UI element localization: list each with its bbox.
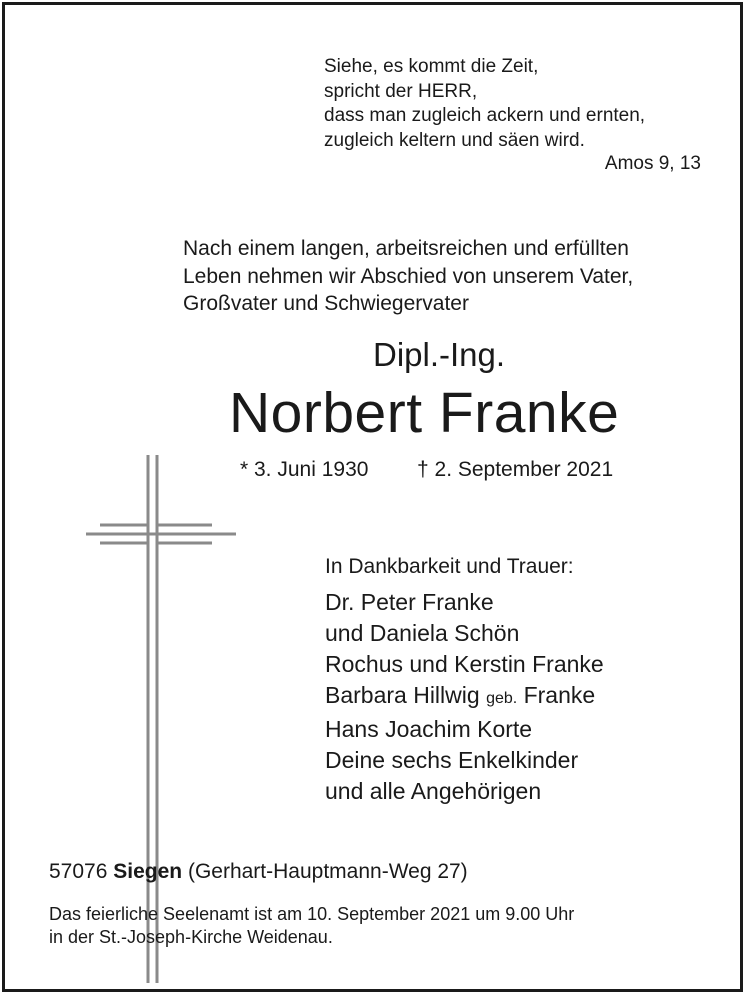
mourner-line: und alle Angehörigen [325, 778, 542, 804]
verse-line: Siehe, es kommt die Zeit, [324, 56, 539, 77]
deceased-name: Norbert Franke [229, 381, 620, 445]
street: (Gerhart-Hauptmann-Weg 27) [187, 860, 468, 883]
geb-abbreviation: geb. [486, 690, 518, 707]
service-line: Das feierliche Seelenamt ist am 10. September 2021 um 9.00 Uhr [49, 904, 575, 924]
mourner-line: Deine sechs Enkelkinder [325, 747, 579, 773]
maiden-name: Franke [523, 682, 596, 708]
bible-verse [324, 55, 645, 153]
intro-text [183, 235, 633, 318]
academic-title: Dipl.-Ing. [373, 336, 506, 373]
address-line [49, 860, 468, 884]
mourners-list [325, 587, 604, 807]
verse-line: zugleich keltern und säen wird. [324, 129, 585, 151]
service-info [49, 903, 574, 949]
intro-line: Großvater und Schwiegervater [183, 292, 469, 315]
intro-line: Nach einem langen, arbeitsreichen und erfüllten [183, 237, 629, 260]
intro-line: Leben nehmen wir Abschied von unserem Vater, [183, 264, 634, 288]
mourner-line: Rochus und Kerstin Franke [325, 651, 604, 677]
birth-date: * 3. Juni 1930 [240, 458, 369, 481]
mourner-line-barbara [325, 680, 604, 714]
mourners-heading: In Dankbarkeit und Trauer: [325, 555, 574, 578]
postcode: 57076 [49, 860, 108, 883]
verse-line: spricht der HERR, [324, 80, 478, 102]
death-date: † 2. September 2021 [417, 458, 614, 481]
verse-line: dass man zugleich ackern und ernten, [324, 105, 646, 126]
verse-reference: Amos 9, 13 [604, 153, 701, 174]
mourner-line: Hans Joachim Korte [325, 716, 533, 742]
service-line: in der St.-Joseph-Kirche Weidenau. [49, 927, 333, 947]
mourner-name: Barbara Hillwig [325, 682, 480, 708]
mourner-line: Dr. Peter Franke [325, 589, 494, 615]
mourner-line: und Daniela Schön [325, 620, 520, 646]
city: Siegen [113, 860, 183, 883]
